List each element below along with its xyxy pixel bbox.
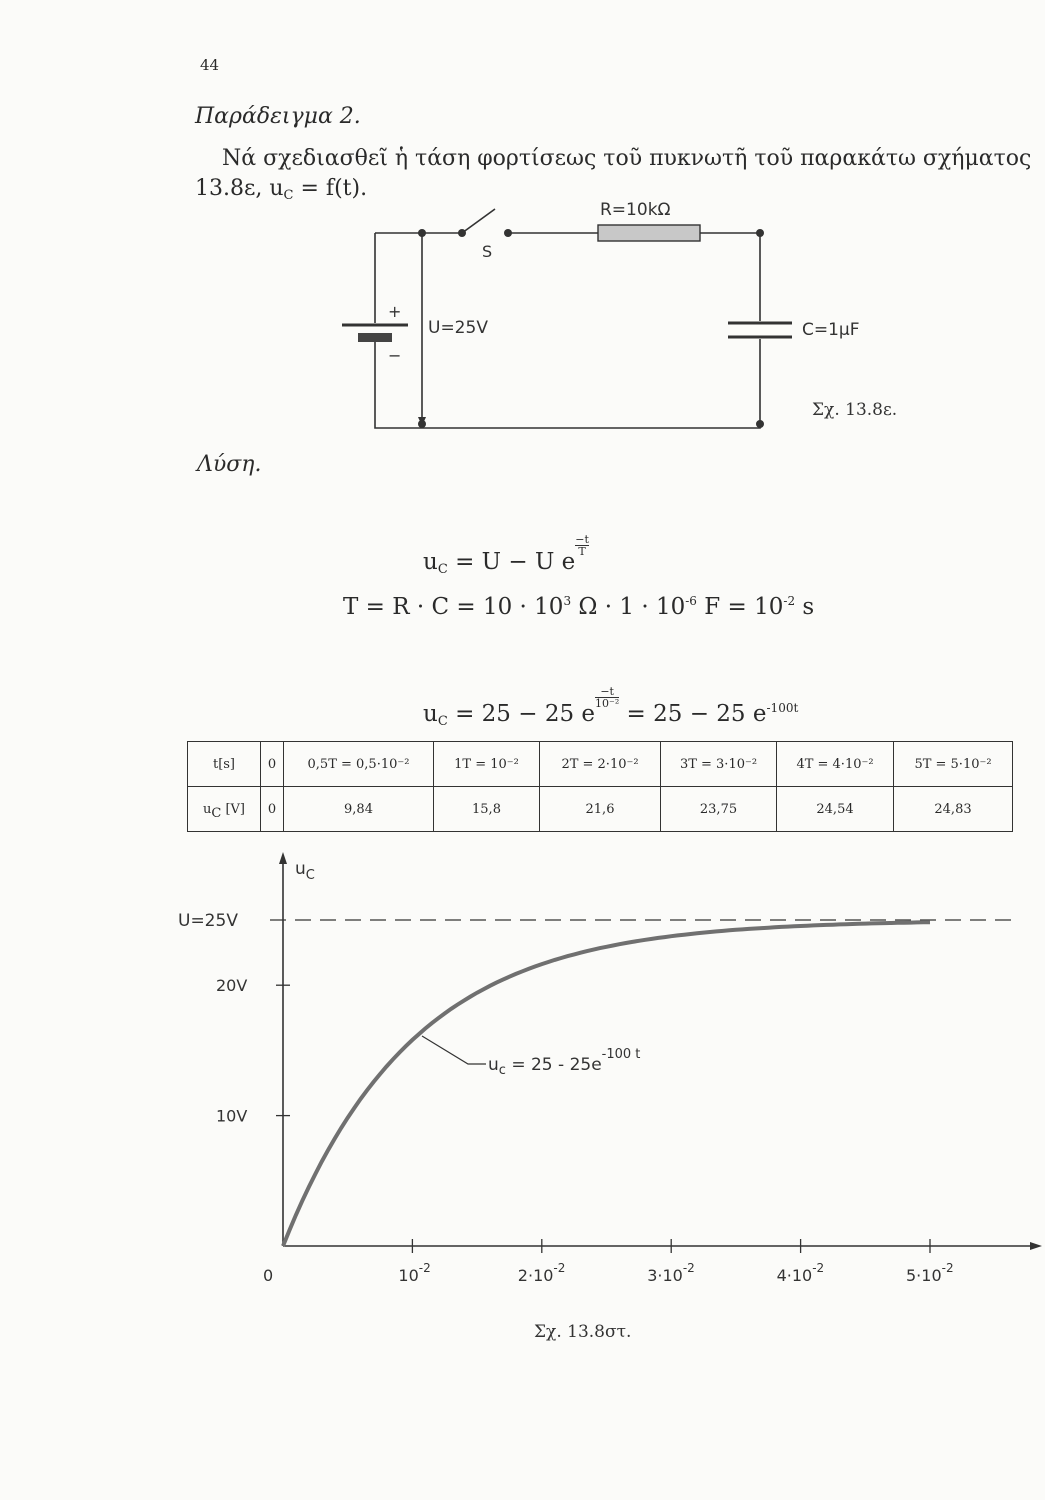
table-row	[188, 742, 1013, 787]
solution-label: Λύση.	[197, 452, 262, 477]
problem-text-suffix: = f(t).	[293, 176, 368, 201]
asymptote-label: U=25V	[178, 911, 238, 931]
eq3-exp2: -100t	[766, 701, 799, 715]
source-label: U=25V	[428, 318, 488, 338]
charging-curve	[283, 922, 930, 1246]
eq1-exp-sign: −	[575, 533, 585, 546]
x-tick-label: $4\cdot 10^{-2}$	[776, 1261, 825, 1285]
x-tick-label: $5\cdot 10^{-2}$	[906, 1261, 954, 1285]
eq3-lhs: u	[423, 701, 438, 727]
y-axis-label: $u_C$	[295, 859, 315, 883]
minus-sign: −	[388, 346, 402, 365]
table-cell: 0	[261, 742, 284, 787]
x-axis-arrow	[1030, 1242, 1042, 1250]
table-cell: 9,84	[284, 787, 434, 832]
uc-subscript: C	[211, 805, 222, 821]
x-tick-label: $2\cdot 10^{-2}$	[517, 1261, 566, 1285]
eq1-subscript: C	[437, 562, 448, 577]
eq1-exp-den: T	[575, 545, 589, 557]
table-cell: 1T = 10⁻²	[434, 742, 540, 787]
eq2-part4: s	[795, 594, 815, 620]
x-tick-label: 0	[263, 1266, 274, 1285]
uc-unit: [V]	[221, 801, 245, 817]
table-cell: t[s]	[188, 742, 261, 787]
x-tick-label: $10^{-2}$	[398, 1261, 431, 1285]
equation-time-constant	[343, 594, 814, 620]
eq3-exp-sign: −	[600, 685, 610, 698]
table-cell: 0,5T = 0,5·10⁻²	[284, 742, 434, 787]
switch-contact	[458, 229, 466, 237]
problem-text-line1: Νά σχεδιασθεῖ ἡ τάση φορτίσεως τοῦ πυκνωτῆ τοῦ παρακάτω σχήματος	[222, 146, 1032, 171]
eq2-part1: T = R · C = 10 · 10	[343, 594, 564, 620]
plus-sign: +	[388, 302, 402, 321]
curve-label: $u_c = 25 - 25e^{-100 t}$	[488, 1047, 641, 1078]
table-cell: 0	[261, 787, 284, 832]
resistor-label: R=10kΩ	[600, 200, 671, 220]
problem-text-main: 13.8ε, u	[195, 176, 284, 201]
node-dot	[756, 229, 764, 237]
battery-short-plate	[358, 333, 392, 342]
eq3-exp-num: t	[609, 685, 614, 698]
eq1-exp-num: t	[584, 533, 589, 546]
eq2-exp1: 3	[563, 594, 572, 608]
uc-label: u	[203, 801, 212, 817]
table-cell: 4T = 4·10⁻²	[777, 742, 894, 787]
table-row	[188, 787, 1013, 832]
eq2-exp3: -2	[783, 594, 796, 608]
page-number: 44	[200, 56, 220, 74]
charging-curve-chart	[0, 840, 1045, 1342]
table-cell: 15,8	[434, 787, 540, 832]
switch-contact	[504, 229, 512, 237]
node-dot	[418, 420, 426, 428]
node-dot	[756, 420, 764, 428]
table-cell: 21,6	[540, 787, 661, 832]
eq3-exp-den: 10⁻²	[595, 697, 620, 710]
circuit-diagram	[330, 195, 930, 440]
equation-numeric	[423, 685, 799, 729]
resistor	[598, 225, 700, 241]
eq3-mid: = 25 − 25 e	[447, 701, 596, 727]
eq2-part3: F = 10	[696, 594, 784, 620]
table-cell: 24,83	[894, 787, 1013, 832]
table-cell: 5T = 5·10⁻²	[894, 742, 1013, 787]
y-tick-label: 10V	[216, 1106, 248, 1126]
eq2-exp2: -6	[685, 594, 697, 608]
circuit-caption: Σχ. 13.8ε.	[812, 400, 898, 420]
chart-caption: Σχ. 13.8στ.	[534, 1322, 632, 1342]
eq1-lhs: u	[423, 549, 438, 575]
eq3-subscript: C	[437, 714, 448, 729]
curve-label-leader	[422, 1036, 486, 1064]
y-tick-label: 20V	[216, 976, 248, 996]
eq1-exponent	[575, 535, 589, 557]
node-dot	[418, 229, 426, 237]
eq3-rhs: = 25 − 25 e	[619, 701, 767, 727]
problem-text-subscript: C	[283, 188, 294, 203]
table-cell: 3T = 3·10⁻²	[661, 742, 777, 787]
example-heading: Παράδειγμα 2.	[195, 104, 361, 129]
table-cell: 23,75	[661, 787, 777, 832]
switch-blade	[462, 209, 495, 233]
values-table	[187, 741, 1013, 832]
x-tick-label: $3\cdot 10^{-2}$	[647, 1261, 695, 1285]
y-axis-arrow	[279, 852, 287, 864]
eq2-part2: Ω · 1 · 10	[571, 594, 686, 620]
table-cell-header	[188, 787, 261, 832]
table-cell: 24,54	[777, 787, 894, 832]
capacitor-label: C=1μF	[802, 320, 860, 340]
table-cell: 2T = 2·10⁻²	[540, 742, 661, 787]
eq1-rhs: = U − U e	[447, 549, 576, 575]
equation-charging	[423, 533, 589, 577]
switch-label: S	[482, 242, 493, 261]
eq3-exponent	[595, 687, 619, 709]
